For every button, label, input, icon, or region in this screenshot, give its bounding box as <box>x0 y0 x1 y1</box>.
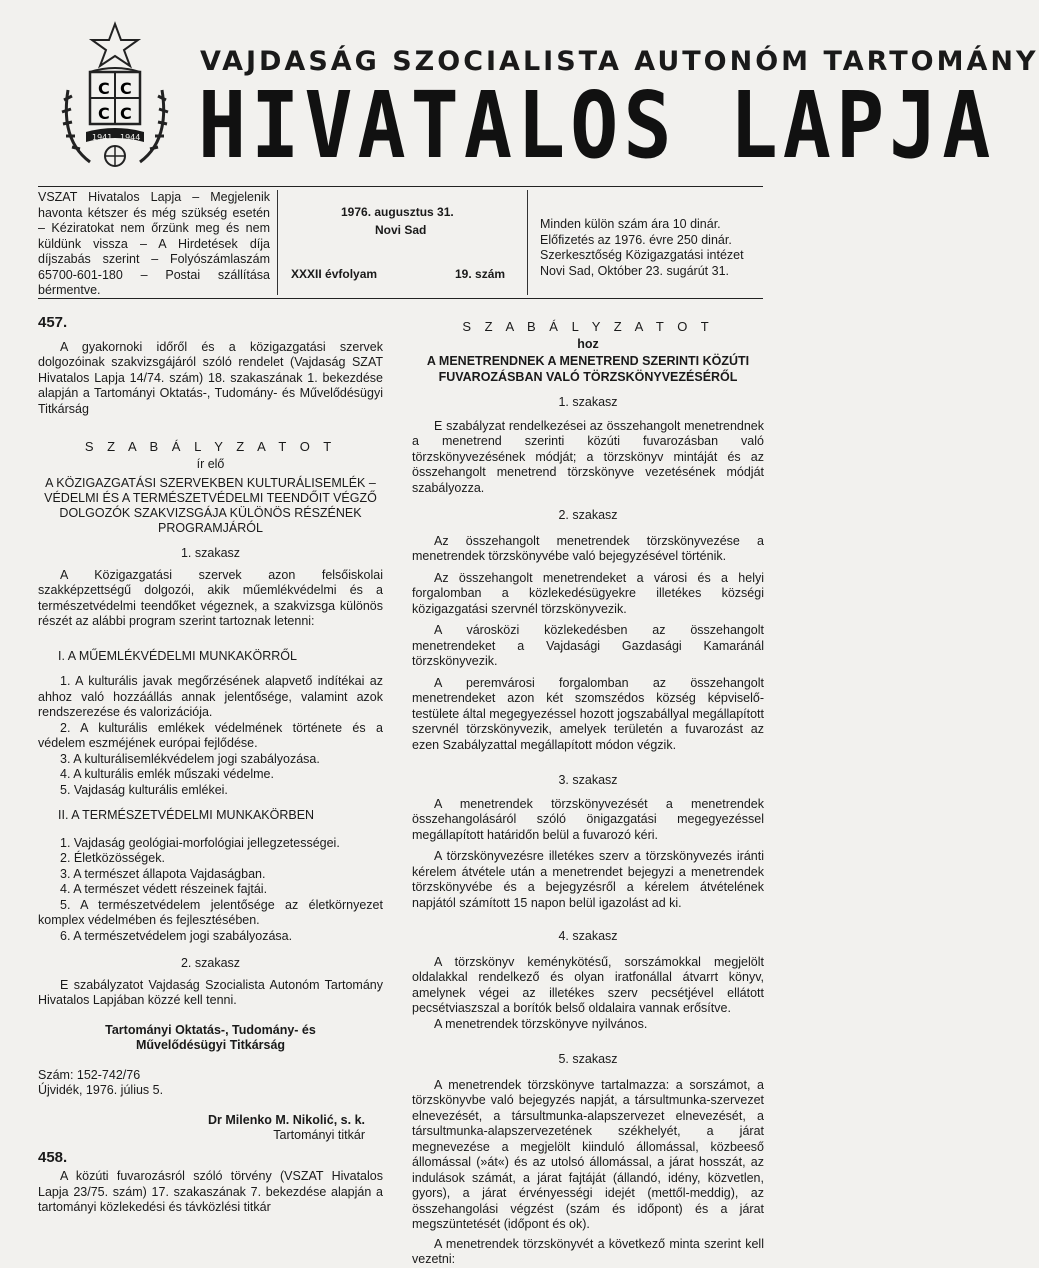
coat-of-arms-emblem <box>50 20 180 175</box>
section-4-paragraph: A törzskönyv keménykötésű, sorszámokkal megjelölt oldalakkal rendelkező és olyan iratfonállal átvarrt könyv, amelynek végei az illetékes szerv pecsétjével ellátott pecsétviaszszal a borítók belső oldalaira vannak erősítve. <box>412 954 764 1015</box>
item-number-457: 457. <box>38 314 68 331</box>
svg-text:C: C <box>98 79 110 98</box>
reference-number: Szám: 152-742/76 <box>38 1067 141 1082</box>
masthead-subtitle: VAJDASÁG SZOCIALISTA AUTONÓM TARTOMÁNY <box>200 46 1039 77</box>
reference-date: Újvidék, 1976. július 5. <box>38 1083 164 1097</box>
part-1-title: I. A MŰEMLÉKVÉDELMI MUNKAKÖRRŐL <box>58 648 297 663</box>
part-2-title: II. A TERMÉSZETVÉDELMI MUNKAKÖRBEN <box>58 808 315 822</box>
section-3-paragraph: A törzskönyvezésre illetékes szerv a törzskönyvezés iránti kérelem átvétele után a menetrendet bejegyzi a menetrendek törzskönyvébe és a bejegyzésről a kérelem átvételének napjától számított 15 napon belül igazolást ad ki. <box>412 849 764 910</box>
prescribes-text: ír elő <box>196 456 225 471</box>
section-2-paragraph: Az összehangolt menetrendek törzskönyvezése a menetrendek törzskönyvébe való bejegyzésével történik. <box>412 533 764 563</box>
right-column <box>412 315 764 1268</box>
regulation-heading-left: S Z A B Á L Y Z A T O T <box>84 439 337 454</box>
issue-place: Novi Sad <box>375 223 427 237</box>
signing-organization: Tartományi Oktatás-, Tudomány- és Művelődésügyi Titkárság <box>105 1022 316 1052</box>
section-2-title-right: 2. szakasz <box>558 508 618 522</box>
signer-name: Dr Milenko M. Nikolić, s. k. <box>208 1112 365 1127</box>
left-column <box>38 315 383 1216</box>
section-5-paragraph: A menetrendek törzskönyve tartalmazza: a sorszámot, a törzskönyvbe való bejegyzés napját, a társultmunka-szervezet elnevezését, a társultmunka-alapszervezet elnevezését, a társultmunka-alapszervezetének székhelyét, a járat megnevezése a megjelölt kiinduló állomással, közbeeső állomással (»át«) és az utolsó állomással, a járat hosszát, az indulások számát, a járat fajtáját (állandó, idény, közvetlen, gyors), a járat érvényességi idejét (mettől-meddig), az összehangolási végzést (szám és időpont) és a járat megszüntetését (időpont és ok). <box>412 1077 764 1231</box>
crest-year-right: 1944 <box>120 133 141 142</box>
section-3-paragraph: A menetrendek törzskönyvezését a menetrendek összehangolásáról szóló önigazgatási megegyezéssel megállapított határidőn belül a fuvarozó kéri. <box>412 796 764 842</box>
section-2-paragraphs <box>412 534 764 754</box>
section-2-paragraph: A peremvárosi forgalomban az összehangolt menetrendeket azon két szomszédos község képviselő-testülete által megegyezéssel hozott jogszabállyal megállapított szervnél törzskönyvezik, amelyek területén a fuvarozást az ezen Szabályzattal megállapított módon végzik. <box>412 675 764 752</box>
section-1-text-left: A Közigazgatási szervek azon felsőiskolai szakképzettségű dolgozói, akik műemlékvédelmi és a természetvédelmi teendőket végeznek, a szakvizsga különös részét az alábbi program szerint tartoznak letenni: <box>38 567 383 628</box>
subscription-info-text: Minden külön szám ára 10 dinár. Előfizetés az 1976. évre 250 dinár. Szerkesztőség Közigazgatási intézet Novi Sad, Október 23. sugárút 31. <box>540 217 744 278</box>
regulation-hoz: hoz <box>577 336 599 351</box>
masthead-title <box>198 72 996 179</box>
crest-year-left: 1941 <box>92 133 113 142</box>
part-2-item: 1. Vajdaság geológiai-morfológiai jellegzetességei. <box>60 835 340 850</box>
section-5-title: 5. szakasz <box>558 1052 618 1066</box>
part-1-item: 5. Vajdaság kulturális emlékei. <box>60 782 228 797</box>
issue-volume: XXXII évfolyam <box>291 267 378 281</box>
section-1-title-right: 1. szakasz <box>558 395 618 409</box>
issue-number: 19. szám <box>455 267 506 281</box>
section-5-paragraph: A menetrendek törzskönyvét a következő minta szerint kell vezetni: <box>412 1236 764 1266</box>
publication-info-text: VSZAT Hivatalos Lapja – Megjelenik havonta kétszer és még szükség esetén – Kéziratokat nem őrzünk meg és nem küldünk vissza – A Hirdetések díja díjszabás szerint – Folyószámlaszám 65700-601-180 – Postai szállítása bérmentve. <box>38 190 270 297</box>
section-2-paragraph: A városközi közlekedésben az összehangolt menetrendeket a Vajdasági Gazdasági Kamaránál törzskönyvezik. <box>412 623 764 668</box>
section-1-text-right: E szabályzat rendelkezései az összehangolt menetrendnek a menetrend szerinti közúti fuvarozásban való törzskönyvezésének módját; a törzskönyv mintáját és az összehangolt menetrend törzskönyve vezetésének módját szabályozza. <box>412 418 764 495</box>
part-1-item: 3. A kulturálisemlékvédelem jogi szabályozása. <box>60 751 320 766</box>
regulation-subject-right: A MENETRENDNEK A MENETREND SZERINTI KÖZÚTI FUVAROZÁSBAN VALÓ TÖRZSKÖNYVEZÉSÉRŐL <box>426 354 750 384</box>
issue-date: 1976. augusztus 31. <box>341 205 454 219</box>
masthead-title-text: HIVATALOS LAPJA <box>198 72 996 179</box>
part-1-item: 1. A kulturális javak megőrzésének alapvető indítékai az ahhoz való hozzáállás annak jelentősége, valamint azok rendszerezése és valorizációja. <box>38 674 383 719</box>
part-2-item: 3. A természet állapota Vajdaságban. <box>60 866 266 881</box>
item-number-458: 458. <box>38 1148 68 1166</box>
intro-458: A közúti fuvarozásról szóló törvény (VSZAT Hivatalos Lapja 23/75. szám) 17. szakaszának 7. bekezdése alapján a tartományi közlekedési és távközlési titkár <box>38 1169 383 1214</box>
section-3-paragraphs <box>412 797 764 912</box>
regulation-heading-right: S Z A B Á L Y Z A T O T <box>462 319 714 334</box>
section-4-paragraph: A menetrendek törzskönyve nyilvános. <box>434 1016 648 1031</box>
section-2-paragraph: Az összehangolt menetrendeket a városi és a helyi forgalomban a közlekedésügyekre illetékes községi közigazgatási szervnél törzskönyvezik. <box>412 570 764 616</box>
part-1-list <box>38 674 383 798</box>
header-top-rule <box>38 186 763 187</box>
signer-title: Tartományi titkár <box>273 1128 365 1142</box>
svg-text:C: C <box>120 79 132 98</box>
section-1-title-left: 1. szakasz <box>180 546 241 560</box>
section-5-paragraphs <box>412 1078 764 1268</box>
section-2-text-left: E szabályzatot Vajdaság Szocialista Autonóm Tartomány Hivatalos Lapjában közzé kell tenni. <box>38 977 383 1007</box>
svg-text:C: C <box>98 104 110 123</box>
section-4-paragraphs <box>412 955 764 1033</box>
section-2-title-left: 2. szakasz <box>180 956 241 970</box>
section-4-title: 4. szakasz <box>558 929 618 943</box>
svg-text:C: C <box>120 104 132 123</box>
intro-457: A gyakornoki időről és a közigazgatási szervek dolgozóinak szakvizsgájáról szóló rendelet (Vajdaság SZAT Hivatalos Lapja 14/74. szám) 18. szakaszának 1. bekezdése alapján a Tartományi Oktatás-, Tudomány- és Művelődésügyi Titkárság <box>38 339 383 416</box>
part-2-list <box>38 836 383 945</box>
info-divider-left <box>277 190 278 295</box>
regulation-subject-left: A KÖZIGAZGATÁSI SZERVEKBEN KULTURÁLISEMLÉK – VÉDELMI ÉS A TERMÉSZETVÉDELMI TEENDŐIT VÉGZŐ DOLGOZÓK SZAKVIZSGÁJA KÜLÖNÖS RÉSZÉNEK PROGRAMJÁRÓL <box>44 476 377 535</box>
part-2-item: 4. A természet védett részeinek fajtái. <box>60 882 268 896</box>
part-1-item: 2. A kulturális emlékek védelmének története és a védelem eszméjének európai fejlődése. <box>38 720 383 750</box>
part-2-item: 6. A természetvédelem jogi szabályozása. <box>60 928 293 943</box>
info-divider-right <box>527 190 528 295</box>
part-2-item: 2. Életközösségek. <box>60 851 165 865</box>
part-2-item: 5. A természetvédelem jelentősége az életkörnyezet komplex védelmében és fejlesztésében. <box>38 897 383 927</box>
section-3-title: 3. szakasz <box>558 773 618 787</box>
part-1-item: 4. A kulturális emlék műszaki védelme. <box>60 767 274 781</box>
header-bottom-rule <box>38 298 763 299</box>
